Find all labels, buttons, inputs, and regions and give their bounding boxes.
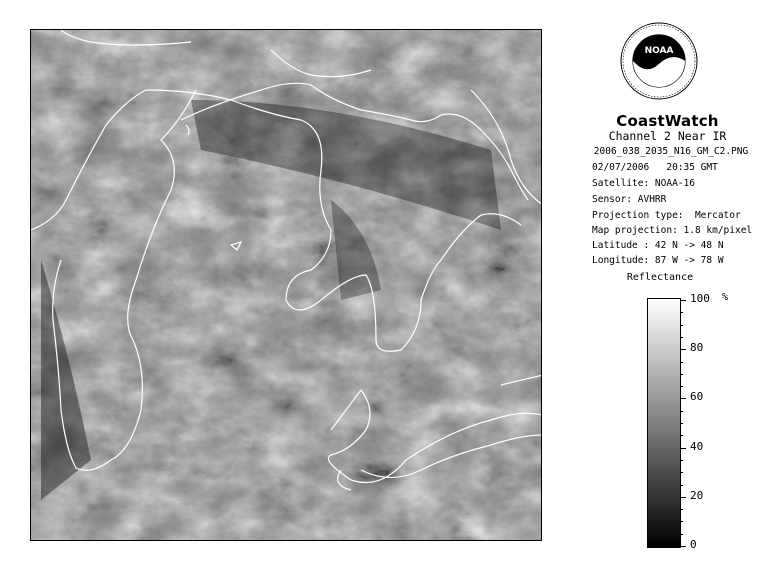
satellite-image [31,30,542,541]
colorbar-title: Reflectance [626,272,694,283]
noaa-logo-text: NOAA [644,46,674,56]
product-title: CoastWatch [616,112,719,130]
colorbar-unit: % [722,292,729,303]
colorbar-minor-tick [680,325,683,326]
colorbar-minor-tick [680,312,683,313]
colorbar-minor-tick [680,374,683,375]
colorbar-minor-tick [680,448,683,449]
colorbar-minor-tick [680,300,683,301]
colorbar-tick-label: 40 [690,439,704,453]
colorbar-minor-tick [680,362,683,363]
colorbar-tick-label: 100 [690,292,710,305]
colorbar-tick-label: 60 [690,390,704,404]
projection-type-text: Projection type: Mercator [592,210,741,221]
colorbar-minor-tick [680,460,683,461]
colorbar-tick-label: 0 [690,538,697,551]
channel-subtitle: Channel 2 Near IR [608,129,727,143]
noaa-logo [620,22,698,100]
sensor-text: Sensor: AVHRR [592,194,667,205]
colorbar-tick-label: 20 [690,488,704,502]
colorbar-minor-tick [680,398,683,399]
satellite-image-map [30,29,542,541]
reflectance-colorbar [647,298,681,548]
file-name: 2006_038_2035_N16_GM_C2.PNG [593,146,749,157]
colorbar-minor-tick [680,509,683,510]
colorbar-tick-label: 80 [690,341,704,355]
colorbar-minor-tick [680,497,683,498]
map-projection-text: Map projection: 1.8 km/pixel [592,225,753,236]
colorbar-minor-tick [680,349,683,350]
longitude-text: Longitude: 87 W -> 78 W [592,255,724,266]
colorbar-minor-tick [680,423,683,424]
colorbar-minor-tick [680,472,683,473]
colorbar-minor-tick [680,485,683,486]
satellite-text: Satellite: NOAA-16 [592,178,695,189]
colorbar-minor-tick [680,521,683,522]
datetime-text: 02/07/2006 20:35 GMT [592,162,718,173]
colorbar-minor-tick [680,411,683,412]
colorbar-minor-tick [680,337,683,338]
latitude-text: Latitude : 42 N -> 48 N [592,240,724,251]
colorbar-minor-tick [680,546,683,547]
colorbar-minor-tick [680,435,683,436]
colorbar-minor-tick [680,534,683,535]
colorbar-minor-tick [680,386,683,387]
